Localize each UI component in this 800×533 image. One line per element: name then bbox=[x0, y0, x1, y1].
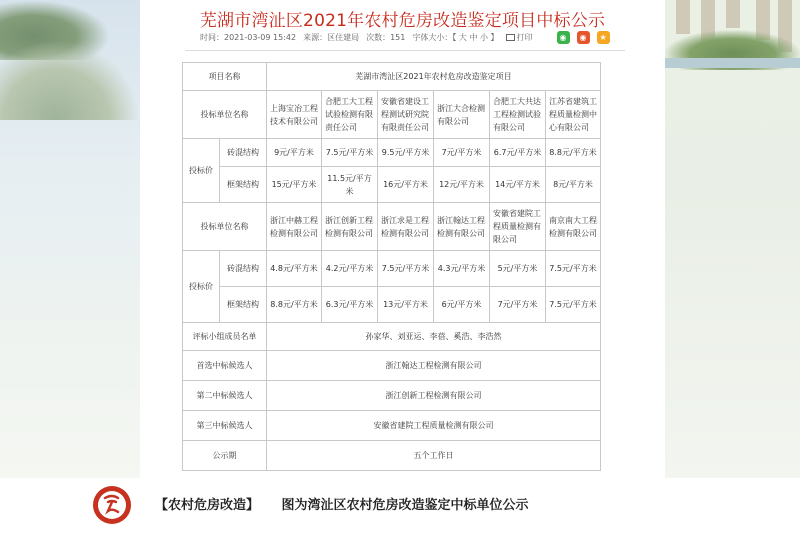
background-photo-right bbox=[665, 0, 800, 478]
background-water bbox=[665, 58, 800, 68]
table-row bbox=[183, 323, 601, 351]
price-cell: 12元/平方米 bbox=[434, 167, 490, 203]
article-panel bbox=[140, 0, 665, 478]
price-cell: 9元/平方米 bbox=[267, 139, 322, 167]
committee-label: 评标小组成员名单 bbox=[183, 323, 267, 351]
title-divider bbox=[185, 50, 625, 51]
frame-label: 框架结构 bbox=[220, 287, 267, 323]
frame-label: 框架结构 bbox=[220, 167, 267, 203]
period-label: 公示期 bbox=[183, 441, 267, 471]
first-candidate: 浙江翰达工程检测有限公司 bbox=[267, 351, 601, 381]
price-cell: 5元/平方米 bbox=[490, 251, 546, 287]
print-link[interactable] bbox=[506, 32, 540, 43]
logo-mark-icon bbox=[102, 493, 122, 515]
bidder-label: 投标单位名称 bbox=[183, 91, 267, 139]
table-row bbox=[183, 441, 601, 471]
table-row bbox=[183, 251, 601, 287]
table-row bbox=[183, 351, 601, 381]
brick-label: 砖混结构 bbox=[220, 139, 267, 167]
price-cell: 11.5元/平方米 bbox=[322, 167, 378, 203]
table-row bbox=[183, 63, 601, 91]
price-cell: 9.5元/平方米 bbox=[378, 139, 434, 167]
table-row bbox=[183, 203, 601, 251]
bidder-name: 南京南大工程检测有限公司 bbox=[546, 203, 601, 251]
site-logo bbox=[93, 486, 131, 524]
price-cell: 7.5元/平方米 bbox=[378, 251, 434, 287]
publish-time: 时间：2021-03-09 15:42 bbox=[200, 32, 297, 42]
table-row bbox=[183, 139, 601, 167]
qzone-share-icon[interactable]: ★ bbox=[597, 31, 610, 44]
price-cell: 7.5元/平方米 bbox=[546, 251, 601, 287]
caption-tag: 【农村危房改造】 bbox=[155, 498, 260, 513]
second-candidate: 浙江创新工程检测有限公司 bbox=[267, 381, 601, 411]
view-count: 次数：151 bbox=[366, 32, 406, 42]
price-cell: 8.8元/平方米 bbox=[546, 139, 601, 167]
wechat-share-icon[interactable]: ◉ bbox=[557, 31, 570, 44]
third-candidate: 安徽省建院工程质量检测有限公司 bbox=[267, 411, 601, 441]
background-hill bbox=[0, 40, 140, 120]
bidder-name: 安徽省建院工程质量检测有限公司 bbox=[490, 203, 546, 251]
price-cell: 4.3元/平方米 bbox=[434, 251, 490, 287]
print-icon bbox=[506, 34, 515, 41]
bidder-name: 上海宝冶工程技术有限公司 bbox=[267, 91, 322, 139]
price-cell: 7.5元/平方米 bbox=[546, 287, 601, 323]
price-cell: 16元/平方米 bbox=[378, 167, 434, 203]
page-title: 芜湖市湾沚区2021年农村危房改造鉴定项目中标公示 bbox=[199, 11, 606, 31]
price-label: 投标价 bbox=[183, 251, 220, 323]
bidder-name: 浙江翰达工程检测有限公司 bbox=[434, 203, 490, 251]
font-size-control[interactable]: 字体大小：【 大 中 小 】 bbox=[412, 32, 499, 42]
table-row bbox=[183, 411, 601, 441]
price-cell: 7元/平方米 bbox=[434, 139, 490, 167]
price-cell: 4.8元/平方米 bbox=[267, 251, 322, 287]
committee-members: 孙家华、刘亚运、李蓓、奚浩、李浩然 bbox=[267, 323, 601, 351]
price-cell: 8元/平方米 bbox=[546, 167, 601, 203]
background-photo-left bbox=[0, 0, 140, 478]
price-cell: 7.5元/平方米 bbox=[322, 139, 378, 167]
price-cell: 13元/平方米 bbox=[378, 287, 434, 323]
price-cell: 6.7元/平方米 bbox=[490, 139, 546, 167]
third-candidate-label: 第三中标候选人 bbox=[183, 411, 267, 441]
bidder-name: 浙江中赫工程检测有限公司 bbox=[267, 203, 322, 251]
print-label: 打印 bbox=[516, 32, 533, 42]
background-building bbox=[726, 0, 740, 28]
caption-text: 图为湾沚区农村危房改造鉴定中标单位公示 bbox=[281, 498, 529, 513]
bidder-name: 安徽省建设工程测试研究院有限责任公司 bbox=[378, 91, 434, 139]
price-cell: 8.8元/平方米 bbox=[267, 287, 322, 323]
table-row bbox=[183, 91, 601, 139]
price-cell: 6.3元/平方米 bbox=[322, 287, 378, 323]
bid-result-table bbox=[182, 62, 601, 471]
bidder-label: 投标单位名称 bbox=[183, 203, 267, 251]
background-building bbox=[676, 0, 690, 34]
weibo-share-icon[interactable]: ◉ bbox=[577, 31, 590, 44]
second-candidate-label: 第二中标候选人 bbox=[183, 381, 267, 411]
brick-label: 砖混结构 bbox=[220, 251, 267, 287]
bidder-name: 浙江大合检测有限公司 bbox=[434, 91, 490, 139]
price-cell: 14元/平方米 bbox=[490, 167, 546, 203]
image-caption bbox=[155, 494, 529, 513]
price-cell: 6元/平方米 bbox=[434, 287, 490, 323]
bidder-name: 江苏省建筑工程质量检测中心有限公司 bbox=[546, 91, 601, 139]
table-row bbox=[183, 381, 601, 411]
price-cell: 15元/平方米 bbox=[267, 167, 322, 203]
price-cell: 7元/平方米 bbox=[490, 287, 546, 323]
source: 来源：区住建局 bbox=[303, 32, 360, 42]
table-row bbox=[183, 287, 601, 323]
price-label: 投标价 bbox=[183, 139, 220, 203]
project-label: 项目名称 bbox=[183, 63, 267, 91]
bidder-name: 合肥工大共达工程检测试验有限公司 bbox=[490, 91, 546, 139]
price-cell: 4.2元/平方米 bbox=[322, 251, 378, 287]
publicity-period: 五个工作日 bbox=[267, 441, 601, 471]
bidder-name: 浙江创新工程检测有限公司 bbox=[322, 203, 378, 251]
article-meta bbox=[200, 30, 617, 44]
project-name: 芜湖市湾沚区2021年农村危房改造鉴定项目 bbox=[267, 63, 601, 91]
bidder-name: 浙江求是工程检测有限公司 bbox=[378, 203, 434, 251]
first-candidate-label: 首选中标候选人 bbox=[183, 351, 267, 381]
bidder-name: 合肥工大工程试验检测有限责任公司 bbox=[322, 91, 378, 139]
table-row bbox=[183, 167, 601, 203]
